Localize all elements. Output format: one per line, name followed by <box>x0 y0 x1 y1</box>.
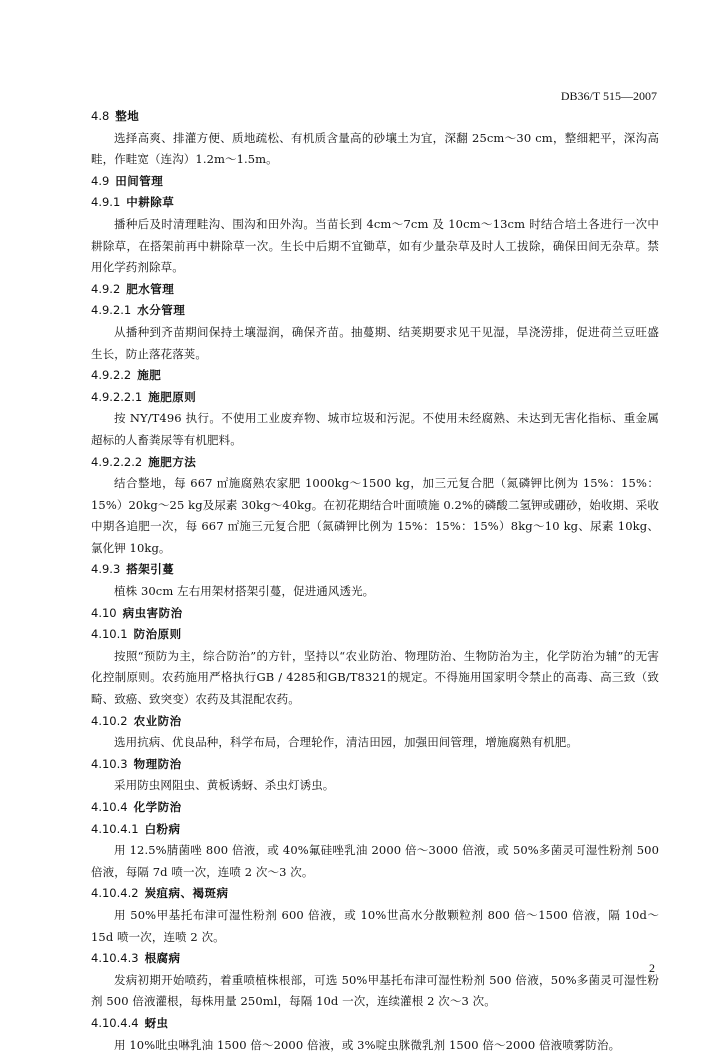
body-paragraph: 用 50%甲基托布津可湿性粉剂 600 倍液，或 10%世高水分散颗粒剂 800 倍～1500 倍液，隔 10d～15d 喷一次，连喷 2 次。 <box>91 907 659 944</box>
section-title: 田间管理 <box>115 173 164 188</box>
body-paragraph: 植株 30cm 左右用架材搭架引蔓，促进通风透光。 <box>114 584 375 599</box>
section-title: 施肥原则 <box>148 389 197 404</box>
section-heading <box>91 452 659 474</box>
section-number: 4.10.4.1 <box>91 821 139 836</box>
section-heading <box>91 819 659 841</box>
section-title: 中耕除草 <box>126 195 175 210</box>
section-heading <box>91 603 659 625</box>
section-heading <box>91 624 659 646</box>
section-heading <box>91 279 659 301</box>
section-title: 农业防治 <box>133 713 182 728</box>
body-paragraph: 采用防虫网阻虫、黄板诱蚜、杀虫灯诱虫。 <box>114 778 335 793</box>
body-paragraph: 播种后及时清理畦沟、围沟和田外沟。当苗长到 4cm～7cm 及 10cm～13cm 时结合培土各进行一次中耕除草，在搭架前再中耕除草一次。生长中后期不宜锄草，如有少量杂草及时人工拔除，确保田间无杂草。禁用化学药剂除草。 <box>91 216 659 275</box>
section-number: 4.9.2.1 <box>91 303 132 318</box>
section-number: 4.9.2 <box>91 281 121 296</box>
section-number: 4.9.3 <box>91 562 121 577</box>
body-paragraph: 从播种到齐苗期间保持土壤湿润，确保齐苗。抽蔓期、结荚期要求见干见湿，旱浇涝排，促进荷兰豆旺盛生长，防止落花落荚。 <box>91 324 659 361</box>
section-number: 4.10.4.2 <box>91 886 139 901</box>
section-heading <box>91 711 659 733</box>
section-title: 整地 <box>115 109 140 123</box>
section-title: 施肥 <box>137 368 162 383</box>
section-heading <box>91 300 659 322</box>
section-heading <box>91 106 659 128</box>
section-title: 物理防治 <box>133 756 182 771</box>
body-paragraph: 选用抗病、优良品种，科学布局，合理轮作，清洁田园，加强田间管理，增施腐熟有机肥。 <box>114 735 578 750</box>
section-number: 4.9.2.2 <box>91 368 132 383</box>
section-number: 4.10.3 <box>91 756 128 771</box>
section-heading <box>91 754 659 776</box>
section-heading <box>91 559 659 581</box>
body-paragraph: 按 NY/T496 执行。不使用工业废弃物、城市垃圾和污泥。不使用未经腐熟、未达到无害化指标、重金属超标的人畜粪尿等有机肥料。 <box>91 411 659 447</box>
section-title: 施肥方法 <box>148 454 197 469</box>
section-number: 4.10.4.4 <box>91 1015 139 1030</box>
page-number: 2 <box>649 961 655 975</box>
section-number: 4.9.1 <box>91 195 121 210</box>
section-number: 4.10 <box>91 605 117 620</box>
section-number: 4.10.4 <box>91 800 128 814</box>
document-body <box>91 106 659 1056</box>
section-title: 防治原则 <box>133 627 182 642</box>
section-number: 4.10.4.3 <box>91 951 139 966</box>
section-title: 蚜虫 <box>144 1015 169 1030</box>
section-heading <box>91 365 659 387</box>
body-paragraph: 按照“预防为主，综合防治”的方针，坚持以“农业防治、物理防治、生物防治为主，化学防治为辅”的无害化控制原则。农药施用严格执行GB / 4285和GB/T8321的规定。不得施用国家明令禁止的高毒、高三致（致畸、致癌、致突变）农药及其混配农药。 <box>91 648 659 707</box>
section-title: 炭疽病、褐斑病 <box>144 886 229 901</box>
section-title: 肥水管理 <box>126 281 175 296</box>
section-title: 根腐病 <box>144 951 181 966</box>
section-number: 4.9 <box>91 173 110 188</box>
section-heading <box>91 171 659 193</box>
body-paragraph: 用 10%吡虫啉乳油 1500 倍～2000 倍液，或 3%啶虫脒微乳剂 1500 倍～2000 倍液喷雾防治。 <box>114 1037 621 1052</box>
section-title: 病虫害防治 <box>122 605 183 620</box>
document-code: DB36/T 515—2007 <box>560 89 657 103</box>
body-paragraph: 用 12.5%腈菌唑 800 倍液，或 40%氟硅唑乳油 2000 倍～3000 倍液，或 50%多菌灵可湿性粉剂 500 倍液，每隔 7d 喷一次，连喷 2 次～3 次。 <box>91 843 659 879</box>
section-title: 搭架引蔓 <box>126 562 175 577</box>
section-title: 白粉病 <box>144 821 181 836</box>
section-number: 4.9.2.2.1 <box>91 389 143 404</box>
section-number: 4.10.2 <box>91 713 128 728</box>
section-heading <box>91 883 659 905</box>
section-heading <box>91 948 659 970</box>
section-number: 4.10.1 <box>91 627 128 642</box>
section-title: 化学防治 <box>133 800 182 814</box>
body-paragraph: 结合整地，每 667 ㎡施腐熟农家肥 1000kg～1500 kg，加三元复合肥（氮磷钾比例为 15%：15%：15%）20kg～25 kg及尿素 30kg～40kg。在初花期结合叶面喷施 0.2%的磷酸二氢钾或硼砂，始收期、采收中期各追肥一次，每 667 ㎡施三元复合肥（氮磷钾比例为 15%：15%：15%）8kg～10 kg、尿素 10kg、氯化钾 10kg。 <box>91 476 659 555</box>
section-number: 4.8 <box>91 109 110 123</box>
body-paragraph: 选择高爽、排灌方便、质地疏松、有机质含量高的砂壤土为宜，深翻 25cm～30 cm，整细耙平，深沟高畦，作畦宽（连沟）1.2m～1.5m。 <box>91 130 659 167</box>
section-heading <box>91 192 659 214</box>
section-number: 4.9.2.2.2 <box>91 454 143 469</box>
section-title: 水分管理 <box>137 303 186 318</box>
section-heading <box>91 387 659 409</box>
section-heading <box>91 797 659 819</box>
body-paragraph: 发病初期开始喷药，着重喷植株根部，可选 50%甲基托布津可湿性粉剂 500 倍液，50%多菌灵可湿性粉剂 500 倍液灌根，每株用量 250ml，每隔 10d 一次，连续灌根 2 次～3 次。 <box>91 972 659 1009</box>
